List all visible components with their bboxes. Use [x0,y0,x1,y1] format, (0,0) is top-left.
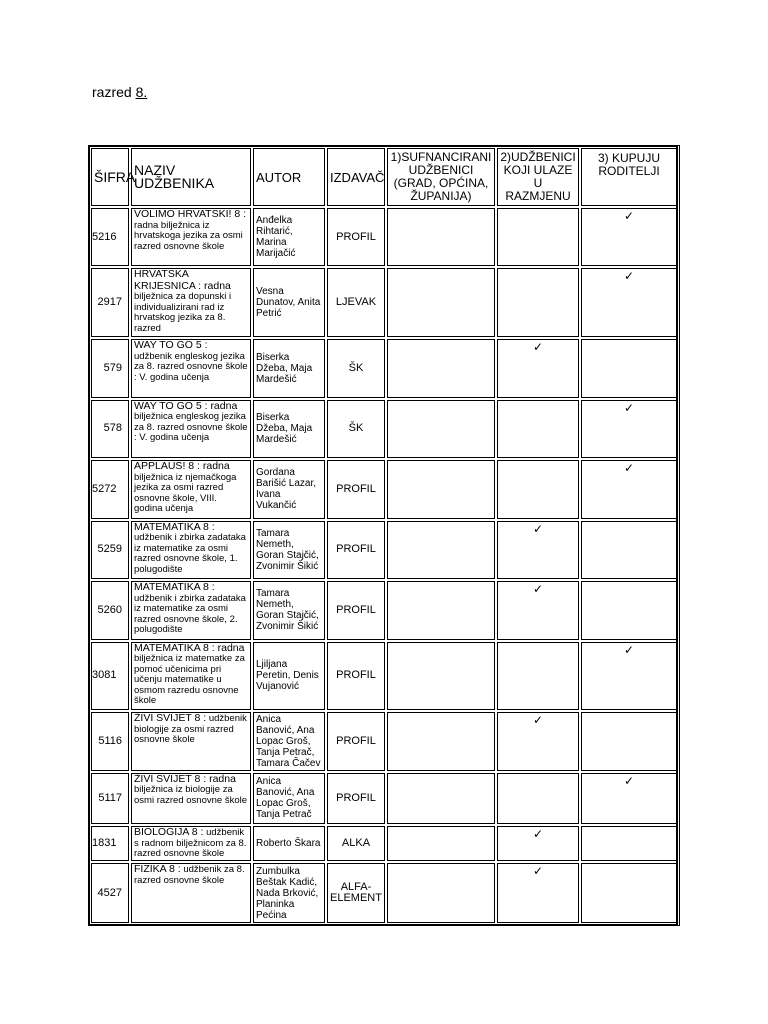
book-title-rest: udžbenik i zbirka zadataka iz matematike za osmi razred osnovne škole, 2. polugodište [134,592,246,636]
cell-title [131,712,251,770]
cell-title [131,581,251,639]
cell-publisher: PROFIL [327,460,385,518]
book-title-rest: bilježnica iz biologije za osmi razred osnovne škole [134,784,247,806]
cell-author: Gordana Barišić Lazar, Ivana Vukančić [253,460,325,518]
cell-col1 [387,400,495,458]
cell-publisher: LJEVAK [327,268,385,337]
cell-col2 [497,521,579,579]
cell-col1 [387,826,495,861]
cell-code: 5272 [91,460,129,518]
cell-title [131,208,251,266]
cell-col1 [387,268,495,337]
book-title-rest: udžbenik biologije za osmi razred osnovne škole [134,713,247,746]
cell-publisher: ALFA-ELEMENT [327,863,385,923]
table-row [91,712,677,770]
cell-col1 [387,581,495,639]
book-title-head: BIOLOGIJA 8 : [134,826,204,839]
cell-col3 [581,773,677,824]
cell-publisher: PROFIL [327,642,385,711]
table-row [91,400,677,458]
cell-author: Biserka Džeba, Maja Mardešić [253,339,325,397]
cell-col3 [581,208,677,266]
cell-col2 [497,826,579,861]
table-row [91,642,677,711]
book-title-head: MATEMATIKA 8 : [134,581,215,594]
book-title-rest: udžbenik s radnom bilježnicom za 8. razred osnovne škole [134,827,247,860]
cell-author: Ljiljana Peretin, Denis Vujanović [253,642,325,711]
cell-author: Vesna Dunatov, Anita Petrić [253,268,325,337]
cell-code: 1831 [91,826,129,861]
cell-col1 [387,521,495,579]
cell-publisher: PROFIL [327,521,385,579]
cell-publisher: PROFIL [327,581,385,639]
cell-title [131,863,251,923]
cell-col3 [581,460,677,518]
cell-col3 [581,339,677,397]
cell-col3 [581,521,677,579]
book-title-head: VOLIMO HRVATSKI! 8 : [134,208,247,220]
cell-col3 [581,712,677,770]
cell-code: 579 [91,339,129,397]
textbook-table [88,145,680,926]
checkmark-icon: ✓ [623,773,635,788]
header-publisher: IZDAVAČ [327,148,385,206]
cell-code: 5259 [91,521,129,579]
cell-author: Biserka Džeba, Maja Mardešić [253,400,325,458]
header-exchange: 2)UDŽBENICI KOJI ULAZE U RAZMJENU [497,148,579,206]
cell-publisher: PROFIL [327,773,385,824]
cell-col1 [387,339,495,397]
book-title-rest: bilježnica engleskog jezika za 8. razred osnovne škole : V. godina učenja [134,411,248,444]
cell-author: Anica Banović, Ana Lopac Groš, Tanja Petrač [253,773,325,824]
header-row [91,148,677,206]
header-title: NAZIV UDŽBENIKA [131,148,251,206]
cell-code: 5216 [91,208,129,266]
cell-author: Tamara Nemeth, Goran Stajčić, Zvonimir Šikić [253,521,325,579]
cell-code: 5117 [91,773,129,824]
checkmark-icon: ✓ [532,713,544,728]
book-title-head: ŽIVI SVIJET 8 : [134,712,207,725]
table-row [91,268,677,337]
book-title-rest: udžbenik engleskog jezika za 8. razred osnovne škole : V. godina učenja [134,350,248,383]
header-author: AUTOR [253,148,325,206]
cell-col3 [581,400,677,458]
cell-col1 [387,712,495,770]
table-row [91,826,677,861]
book-title-head: FIZIKA 8 : [134,863,181,876]
cell-col1 [387,863,495,923]
cell-col2 [497,642,579,711]
cell-title [131,826,251,861]
book-title-rest: udžbenik i zbirka zadataka iz matematike za osmi razred osnovne škole, 1. polugodište [134,532,246,575]
cell-title [131,460,251,518]
cell-col3 [581,826,677,861]
checkmark-icon: ✓ [532,582,544,597]
header-code: ŠIFRA [91,148,129,206]
table-row [91,208,677,266]
cell-code: 3081 [91,642,129,711]
table-row [91,460,677,518]
cell-col2 [497,400,579,458]
cell-author: Roberto Škara [253,826,325,861]
cell-col2 [497,712,579,770]
cell-code: 578 [91,400,129,458]
cell-publisher: ŠK [327,339,385,397]
cell-col3 [581,642,677,711]
cell-code: 2917 [91,268,129,337]
cell-col2 [497,581,579,639]
cell-col3 [581,863,677,923]
header-cofinanced: 1)SUFNANCIRANI UDŽBENICI (GRAD, OPĆINA, ŽUPANIJA) [387,148,495,206]
book-title-rest: radna bilježnica iz hrvatskoga jezika za osmi razred osnovne škole [134,219,243,252]
cell-col1 [387,460,495,518]
checkmark-icon: ✓ [623,269,635,284]
checkmark-icon: ✓ [623,400,635,415]
cell-author: Anica Banović, Ana Lopac Groš, Tanja Petrač, Tamara Čačev [253,712,325,770]
book-title-rest: bilježnica iz matematke za pomoć učenicima pri učenju matematike u osmom razredu osnovne škole [134,653,245,707]
book-title-head: ŽIVI SVIJET 8 : radna [134,772,236,785]
cell-col2 [497,773,579,824]
table-row [91,863,677,923]
book-title-rest: udžbenik za 8. razred osnovne škole [134,864,245,886]
book-title-head: APPLAUS! 8 : radna [134,460,230,473]
checkmark-icon: ✓ [532,340,544,355]
cell-col2 [497,339,579,397]
cell-publisher: ALKA [327,826,385,861]
cell-col2 [497,460,579,518]
checkmark-icon: ✓ [532,521,544,536]
header-parents-buy: 3) KUPUJU RODITELJI [581,148,677,206]
table-row [91,339,677,397]
cell-publisher: PROFIL [327,712,385,770]
cell-code: 5260 [91,581,129,639]
cell-author: Tamara Nemeth, Goran Stajčić, Zvonimir Šikić [253,581,325,639]
table-row [91,581,677,639]
cell-code: 4527 [91,863,129,923]
page-title-grade: 8. [135,84,148,100]
page-title [92,84,147,100]
table-row [91,521,677,579]
cell-title [131,521,251,579]
cell-col1 [387,642,495,711]
table-row [91,773,677,824]
cell-title [131,773,251,824]
book-title-head: MATEMATIKA 8 : [134,520,215,533]
checkmark-icon: ✓ [532,864,544,879]
cell-col2 [497,208,579,266]
checkmark-icon: ✓ [623,209,635,223]
book-title-head: WAY TO GO 5 : radna [134,399,238,412]
book-title-head: HRVATSKA KRIJESNICA : radna [134,268,231,292]
cell-title [131,642,251,711]
book-title-head: MATEMATIKA 8 : radna [134,641,245,654]
page-title-prefix: razred [92,84,132,100]
cell-title [131,268,251,337]
cell-col1 [387,773,495,824]
checkmark-icon: ✓ [623,461,635,476]
cell-col3 [581,268,677,337]
cell-publisher: PROFIL [327,208,385,266]
cell-title [131,339,251,397]
book-title-rest: bilježnica za dopunski i individualizirani rad iz hrvatskog jezika za 8. razred [134,291,232,334]
cell-col2 [497,863,579,923]
cell-col1 [387,208,495,266]
book-title-head: WAY TO GO 5 : [134,339,208,352]
cell-author: Zumbulka Beštak Kadić, Nada Brković, Planinka Pećina [253,863,325,923]
checkmark-icon: ✓ [623,642,635,657]
table-body [91,208,677,923]
cell-title [131,400,251,458]
cell-col2 [497,268,579,337]
cell-publisher: ŠK [327,400,385,458]
cell-col3 [581,581,677,639]
book-title-rest: bilježnica iz njemačkoga jezika za osmi razred osnovne škole, VIII. godina učenja [134,471,237,515]
cell-author: Anđelka Rihtarić, Marina Marijačić [253,208,325,266]
cell-code: 5116 [91,712,129,770]
checkmark-icon: ✓ [532,827,544,842]
